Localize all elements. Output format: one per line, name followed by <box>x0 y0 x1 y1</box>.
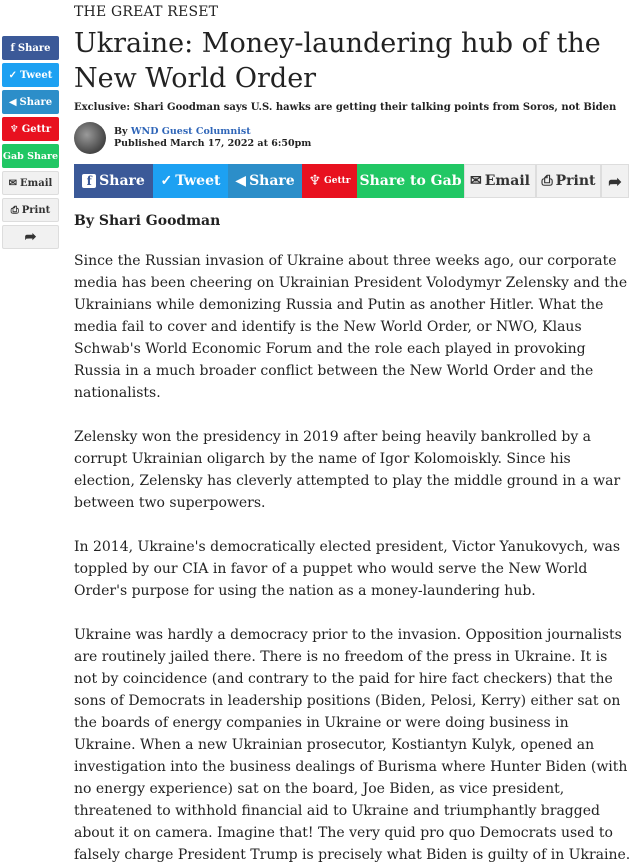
byline-text <box>114 126 311 150</box>
article <box>74 0 634 866</box>
email-button[interactable]: ✉ Email <box>464 164 536 198</box>
printer-icon: ⎙ <box>541 173 553 189</box>
article-subhead: Exclusive: Shari Goodman says U.S. hawks are getting their talking points from Soros, not Biden <box>74 102 617 113</box>
byline-prefix: By <box>114 126 128 137</box>
floating-more-share-button[interactable] <box>2 225 59 249</box>
author-avatar <box>74 122 106 154</box>
byline <box>74 120 634 156</box>
gab-share-button[interactable]: Share to Gab <box>357 164 464 198</box>
paragraph: Zelensky won the presidency in 2019 after being heavily bankrolled by a corrupt Ukrainian oligarch by the name of Igor Kolomoiskly. Since his election, Zelensky has cleverly attempted to play the middle ground in a war between two superpowers. <box>74 429 621 511</box>
paragraph: In 2014, Ukraine's democratically elected president, Victor Yanukovych, was toppled by our CIA in favor of a puppet who would serve the New World Order's purpose for using the nation as a money-laundering hub. <box>74 539 621 599</box>
more-share-button[interactable] <box>601 164 629 198</box>
twitter-icon: ✓ <box>160 173 173 189</box>
floating-twitter-share-button[interactable]: ✓ Tweet <box>2 63 59 87</box>
floating-email-button[interactable]: ✉ Email <box>2 171 59 195</box>
article-body <box>74 250 634 866</box>
gettr-share-button[interactable]: ♆ Gettr <box>302 164 357 198</box>
paragraph: Since the Russian invasion of Ukraine about three weeks ago, our corporate media has been cheering on Ukrainian President Volodymyr Zelensky and the Ukrainians while demonizing Russia and Putin as another Hitler. What the media fail to cover and identify is the New World Order, or NWO, Klaus Schwab's World Economic Forum and the role each played in provoking Russia in a much broader conflict between the New World Order and the nationalists. <box>74 253 628 401</box>
section-label[interactable]: THE GREAT RESET <box>74 4 219 20</box>
gettr-icon: ♆ <box>9 123 19 135</box>
telegram-icon: ◀ <box>8 96 17 108</box>
telegram-icon: ◀ <box>235 173 247 189</box>
twitter-icon: ✓ <box>8 69 18 81</box>
twitter-share-button[interactable]: ✓ Tweet <box>153 164 228 198</box>
share-bar <box>74 164 634 198</box>
facebook-icon: f <box>10 42 15 54</box>
floating-telegram-share-button[interactable]: ◀ Share <box>2 90 59 114</box>
share-arrow-icon: ➦ <box>24 229 37 245</box>
floating-gab-share-button[interactable]: Gab Share <box>2 144 59 168</box>
article-author-line: By Shari Goodman <box>74 213 221 229</box>
floating-print-button[interactable]: ⎙ Print <box>2 198 59 222</box>
gettr-icon: ♆ <box>308 173 322 189</box>
facebook-icon: f <box>82 174 96 188</box>
print-button[interactable]: ⎙ Print <box>536 164 601 198</box>
envelope-icon: ✉ <box>8 177 18 189</box>
floating-share-bar <box>2 36 59 252</box>
envelope-icon: ✉ <box>470 173 482 189</box>
facebook-share-button[interactable]: f Share <box>74 164 153 198</box>
telegram-share-button[interactable]: ◀ Share <box>228 164 302 198</box>
share-arrow-icon: ➦ <box>608 171 622 191</box>
floating-gettr-share-button[interactable]: ♆ Gettr <box>2 117 59 141</box>
paragraph: Ukraine was hardly a democracy prior to the invasion. Opposition journalists are routinely jailed there. There is no freedom of the press in Ukraine. It is not by coincidence (and contrary to the paid for hire fact checkers) that the sons of Democrats in leadership positions (Biden, Pelosi, Kerry) either sat on the boards of energy companies in Ukraine or were doing business in Ukraine. When a new Ukrainian prosecutor, Kostiantyn Kulyk, opened an investigation into the business dealings of Burisma where Hunter Biden (with no energy experience) sat on the board, Joe Biden, as vice president, threatened to withhold financial aid to Ukraine and triumphantly bragged about it on camera. Imagine that! The very quid pro quo Democrats used to falsely charge President Trump is precisely what Biden is guilty of in Ukraine. <box>74 627 631 863</box>
published-date: Published March 17, 2022 at 6:50pm <box>114 138 312 149</box>
article-headline: Ukraine: Money-laundering hub of the New World Order <box>74 28 601 94</box>
printer-icon: ⎙ <box>10 204 19 216</box>
author-link[interactable]: WND Guest Columnist <box>130 126 251 137</box>
floating-facebook-share-button[interactable]: f Share <box>2 36 59 60</box>
